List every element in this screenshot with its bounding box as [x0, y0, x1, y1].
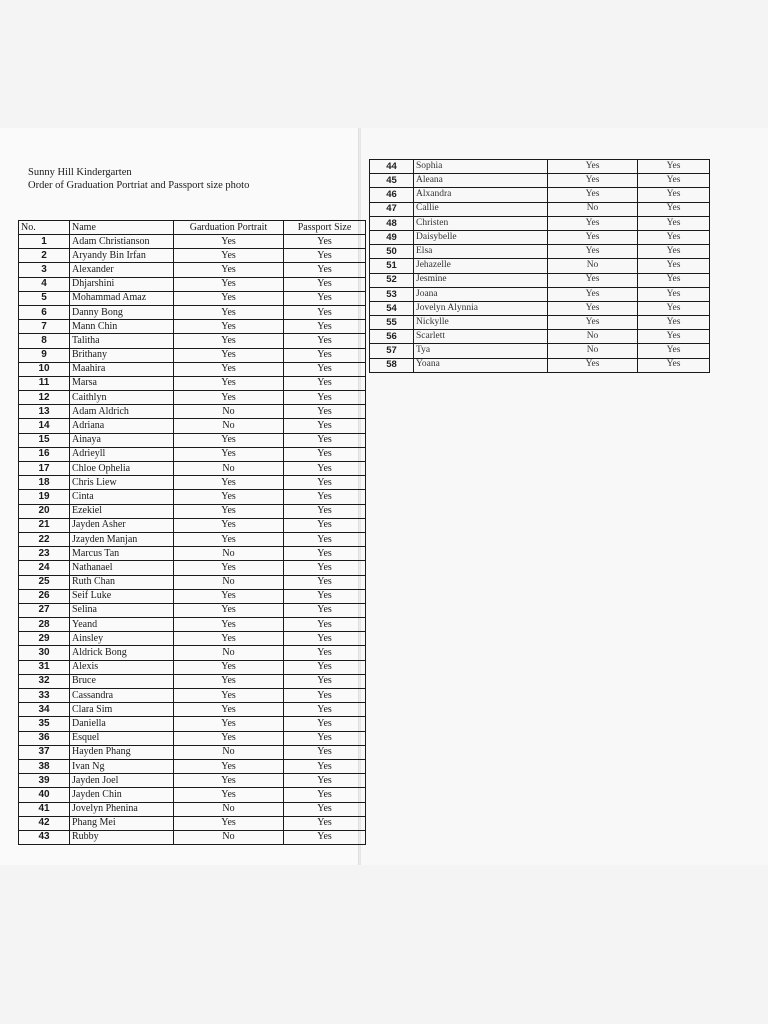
col-header-portrait: Garduation Portrait: [174, 221, 284, 235]
passport-size-status: Yes: [284, 745, 366, 759]
passport-size-status: Yes: [284, 703, 366, 717]
student-name: Ivan Ng: [70, 759, 174, 773]
passport-size-status: Yes: [638, 160, 710, 174]
graduation-portrait-status: No: [174, 575, 284, 589]
student-name: Jayden Joel: [70, 774, 174, 788]
row-number: 33: [19, 689, 70, 703]
row-number: 43: [19, 830, 70, 844]
table-row: [19, 745, 366, 759]
student-name: Bruce: [70, 674, 174, 688]
row-number: 1: [19, 235, 70, 249]
passport-size-status: Yes: [284, 788, 366, 802]
graduation-portrait-status: Yes: [174, 277, 284, 291]
passport-size-status: Yes: [638, 259, 710, 273]
graduation-portrait-status: Yes: [174, 788, 284, 802]
table-row: [19, 646, 366, 660]
table-row: [19, 632, 366, 646]
graduation-portrait-status: No: [174, 419, 284, 433]
row-number: 13: [19, 405, 70, 419]
table-row: [370, 330, 710, 344]
graduation-portrait-status: Yes: [174, 603, 284, 617]
student-name: Sophia: [414, 160, 548, 174]
student-name: Brithany: [70, 348, 174, 362]
row-number: 40: [19, 788, 70, 802]
graduation-portrait-status: Yes: [174, 703, 284, 717]
passport-size-status: Yes: [638, 301, 710, 315]
table-row: [19, 561, 366, 575]
graduation-portrait-status: Yes: [548, 273, 638, 287]
table-row: [370, 188, 710, 202]
graduation-portrait-status: Yes: [548, 188, 638, 202]
row-number: 7: [19, 320, 70, 334]
row-number: 8: [19, 334, 70, 348]
row-number: 16: [19, 447, 70, 461]
student-name: Jesmine: [414, 273, 548, 287]
passport-size-status: Yes: [284, 561, 366, 575]
graduation-portrait-status: Yes: [174, 320, 284, 334]
table-header-row: [19, 221, 366, 235]
student-name: Cassandra: [70, 689, 174, 703]
table-row: [370, 259, 710, 273]
table-row: [19, 235, 366, 249]
graduation-portrait-status: Yes: [174, 447, 284, 461]
passport-size-status: Yes: [284, 802, 366, 816]
row-number: 57: [370, 344, 414, 358]
student-name: Marsa: [70, 376, 174, 390]
table-row: [19, 589, 366, 603]
row-number: 48: [370, 216, 414, 230]
passport-size-status: Yes: [638, 245, 710, 259]
graduation-portrait-status: Yes: [174, 774, 284, 788]
passport-size-status: Yes: [284, 433, 366, 447]
graduation-portrait-status: No: [174, 745, 284, 759]
row-number: 26: [19, 589, 70, 603]
graduation-portrait-status: Yes: [174, 305, 284, 319]
graduation-portrait-status: Yes: [174, 816, 284, 830]
passport-size-status: Yes: [284, 575, 366, 589]
table-row: [19, 603, 366, 617]
student-name: Marcus Tan: [70, 547, 174, 561]
graduation-portrait-status: Yes: [174, 291, 284, 305]
graduation-portrait-status: Yes: [174, 334, 284, 348]
student-name: Adam Christianson: [70, 235, 174, 249]
table-row: [19, 504, 366, 518]
passport-size-status: Yes: [284, 518, 366, 532]
table-row: [19, 334, 366, 348]
row-number: 17: [19, 462, 70, 476]
passport-size-status: Yes: [284, 830, 366, 844]
passport-size-status: Yes: [638, 188, 710, 202]
passport-size-status: Yes: [284, 235, 366, 249]
graduation-portrait-status: No: [174, 547, 284, 561]
graduation-portrait-status: No: [548, 344, 638, 358]
passport-size-status: Yes: [638, 202, 710, 216]
passport-size-status: Yes: [284, 674, 366, 688]
col-header-passport: Passport Size: [284, 221, 366, 235]
passport-size-status: Yes: [284, 462, 366, 476]
student-name: Clara Sim: [70, 703, 174, 717]
table-row: [19, 376, 366, 390]
student-name: Jovelyn Phenina: [70, 802, 174, 816]
graduation-portrait-status: No: [548, 202, 638, 216]
row-number: 14: [19, 419, 70, 433]
student-name: Aldrick Bong: [70, 646, 174, 660]
student-name: Mann Chin: [70, 320, 174, 334]
graduation-portrait-status: Yes: [548, 230, 638, 244]
passport-size-status: Yes: [284, 632, 366, 646]
table-row: [19, 305, 366, 319]
table-row: [370, 230, 710, 244]
student-name: Caithlyn: [70, 391, 174, 405]
student-name: Daisybelle: [414, 230, 548, 244]
graduation-portrait-status: Yes: [174, 589, 284, 603]
graduation-portrait-status: Yes: [174, 249, 284, 263]
table-row: [19, 348, 366, 362]
student-name: Jayden Chin: [70, 788, 174, 802]
table-row: [370, 344, 710, 358]
student-name: Christen: [414, 216, 548, 230]
table-row: [19, 320, 366, 334]
graduation-portrait-status: No: [174, 830, 284, 844]
student-name: Jovelyn Alynnia: [414, 301, 548, 315]
student-name: Nathanael: [70, 561, 174, 575]
graduation-portrait-status: Yes: [548, 174, 638, 188]
graduation-portrait-status: Yes: [174, 759, 284, 773]
student-name: Ainaya: [70, 433, 174, 447]
table-row: [370, 245, 710, 259]
table-row: [370, 160, 710, 174]
table-row: [19, 689, 366, 703]
row-number: 29: [19, 632, 70, 646]
graduation-portrait-status: Yes: [174, 433, 284, 447]
row-number: 10: [19, 362, 70, 376]
table-row: [370, 316, 710, 330]
graduation-portrait-status: No: [174, 405, 284, 419]
table-row: [19, 419, 366, 433]
table-row: [19, 575, 366, 589]
student-name: Esquel: [70, 731, 174, 745]
graduation-portrait-status: Yes: [174, 561, 284, 575]
passport-size-status: Yes: [638, 174, 710, 188]
row-number: 4: [19, 277, 70, 291]
graduation-portrait-status: Yes: [548, 358, 638, 372]
passport-size-status: Yes: [284, 362, 366, 376]
table-row: [370, 216, 710, 230]
graduation-portrait-status: Yes: [174, 660, 284, 674]
row-number: 6: [19, 305, 70, 319]
row-number: 22: [19, 532, 70, 546]
passport-size-status: Yes: [284, 618, 366, 632]
passport-size-status: Yes: [284, 263, 366, 277]
row-number: 18: [19, 476, 70, 490]
student-name: Alexander: [70, 263, 174, 277]
graduation-portrait-status: No: [174, 646, 284, 660]
row-number: 12: [19, 391, 70, 405]
graduation-portrait-status: Yes: [174, 674, 284, 688]
row-number: 54: [370, 301, 414, 315]
row-number: 19: [19, 490, 70, 504]
col-header-name: Name: [70, 221, 174, 235]
graduation-portrait-status: Yes: [174, 376, 284, 390]
table-row: [370, 202, 710, 216]
row-number: 58: [370, 358, 414, 372]
graduation-portrait-status: Yes: [174, 235, 284, 249]
student-name: Tya: [414, 344, 548, 358]
passport-size-status: Yes: [284, 816, 366, 830]
student-name: Yoana: [414, 358, 548, 372]
row-number: 32: [19, 674, 70, 688]
passport-size-status: Yes: [284, 419, 366, 433]
document-subtitle: Order of Graduation Portriat and Passport size photo: [28, 180, 250, 191]
row-number: 25: [19, 575, 70, 589]
graduation-portrait-status: Yes: [174, 391, 284, 405]
table-row: [370, 287, 710, 301]
graduation-portrait-status: Yes: [548, 216, 638, 230]
graduation-portrait-status: Yes: [174, 632, 284, 646]
row-number: 2: [19, 249, 70, 263]
passport-size-status: Yes: [284, 277, 366, 291]
passport-size-status: Yes: [638, 230, 710, 244]
passport-size-status: Yes: [284, 320, 366, 334]
passport-size-status: Yes: [638, 273, 710, 287]
table-row: [19, 774, 366, 788]
row-number: 49: [370, 230, 414, 244]
student-name: Alxandra: [414, 188, 548, 202]
student-name: Maahira: [70, 362, 174, 376]
passport-size-status: Yes: [284, 660, 366, 674]
passport-size-status: Yes: [284, 646, 366, 660]
passport-size-status: Yes: [638, 358, 710, 372]
student-name: Aryandy Bin Irfan: [70, 249, 174, 263]
table-row: [19, 731, 366, 745]
table-row: [19, 703, 366, 717]
student-name: Chris Liew: [70, 476, 174, 490]
passport-size-status: Yes: [284, 532, 366, 546]
student-name: Phang Mei: [70, 816, 174, 830]
student-name: Mohammad Amaz: [70, 291, 174, 305]
school-name: Sunny Hill Kindergarten: [28, 167, 132, 178]
graduation-portrait-status: Yes: [174, 518, 284, 532]
row-number: 31: [19, 660, 70, 674]
passport-size-status: Yes: [284, 774, 366, 788]
row-number: 3: [19, 263, 70, 277]
passport-size-status: Yes: [638, 316, 710, 330]
graduation-portrait-status: Yes: [174, 348, 284, 362]
table-row: [19, 490, 366, 504]
row-number: 34: [19, 703, 70, 717]
table-row: [19, 674, 366, 688]
passport-size-status: Yes: [284, 348, 366, 362]
student-name: Joana: [414, 287, 548, 301]
table-row: [19, 816, 366, 830]
table-row: [19, 405, 366, 419]
graduation-portrait-status: Yes: [174, 731, 284, 745]
row-number: 15: [19, 433, 70, 447]
passport-size-status: Yes: [284, 717, 366, 731]
row-number: 44: [370, 160, 414, 174]
order-table-left: [18, 220, 366, 845]
passport-size-status: Yes: [638, 330, 710, 344]
row-number: 45: [370, 174, 414, 188]
table-row: [370, 358, 710, 372]
graduation-portrait-status: Yes: [174, 618, 284, 632]
row-number: 53: [370, 287, 414, 301]
row-number: 52: [370, 273, 414, 287]
table-row: [19, 263, 366, 277]
student-name: Ruth Chan: [70, 575, 174, 589]
student-name: Scarlett: [414, 330, 548, 344]
student-name: Talitha: [70, 334, 174, 348]
passport-size-status: Yes: [284, 603, 366, 617]
passport-size-status: Yes: [284, 490, 366, 504]
row-number: 30: [19, 646, 70, 660]
row-number: 36: [19, 731, 70, 745]
graduation-portrait-status: Yes: [174, 689, 284, 703]
table-row: [370, 273, 710, 287]
table-row: [19, 291, 366, 305]
row-number: 46: [370, 188, 414, 202]
graduation-portrait-status: No: [548, 330, 638, 344]
graduation-portrait-status: Yes: [174, 476, 284, 490]
row-number: 41: [19, 802, 70, 816]
passport-size-status: Yes: [284, 334, 366, 348]
student-name: Elsa: [414, 245, 548, 259]
row-number: 23: [19, 547, 70, 561]
table-row: [19, 660, 366, 674]
student-name: Selina: [70, 603, 174, 617]
table-row: [19, 362, 366, 376]
passport-size-status: Yes: [284, 405, 366, 419]
graduation-portrait-status: Yes: [548, 301, 638, 315]
row-number: 28: [19, 618, 70, 632]
student-name: Jehazelle: [414, 259, 548, 273]
passport-size-status: Yes: [638, 216, 710, 230]
row-number: 51: [370, 259, 414, 273]
table-row: [19, 277, 366, 291]
row-number: 5: [19, 291, 70, 305]
table-row: [19, 547, 366, 561]
passport-size-status: Yes: [284, 249, 366, 263]
table-row: [370, 174, 710, 188]
student-name: Nickylle: [414, 316, 548, 330]
table-row: [370, 301, 710, 315]
row-number: 47: [370, 202, 414, 216]
passport-size-status: Yes: [284, 504, 366, 518]
passport-size-status: Yes: [638, 344, 710, 358]
table-row: [19, 830, 366, 844]
student-name: Adam Aldrich: [70, 405, 174, 419]
col-header-no: No.: [19, 221, 70, 235]
row-number: 24: [19, 561, 70, 575]
row-number: 21: [19, 518, 70, 532]
passport-size-status: Yes: [284, 305, 366, 319]
row-number: 38: [19, 759, 70, 773]
passport-size-status: Yes: [284, 376, 366, 390]
table-row: [19, 433, 366, 447]
graduation-portrait-status: Yes: [174, 532, 284, 546]
row-number: 11: [19, 376, 70, 390]
row-number: 39: [19, 774, 70, 788]
student-name: Daniella: [70, 717, 174, 731]
graduation-portrait-status: Yes: [174, 263, 284, 277]
student-name: Chloe Ophelia: [70, 462, 174, 476]
student-name: Yeand: [70, 618, 174, 632]
row-number: 55: [370, 316, 414, 330]
graduation-portrait-status: Yes: [174, 362, 284, 376]
passport-size-status: Yes: [284, 447, 366, 461]
table-row: [19, 802, 366, 816]
passport-size-status: Yes: [638, 287, 710, 301]
table-row: [19, 447, 366, 461]
student-name: Adrieyll: [70, 447, 174, 461]
graduation-portrait-status: Yes: [548, 245, 638, 259]
graduation-portrait-status: Yes: [174, 504, 284, 518]
passport-size-status: Yes: [284, 391, 366, 405]
table-row: [19, 391, 366, 405]
table-row: [19, 532, 366, 546]
student-name: Aleana: [414, 174, 548, 188]
row-number: 9: [19, 348, 70, 362]
student-name: Callie: [414, 202, 548, 216]
row-number: 35: [19, 717, 70, 731]
graduation-portrait-status: No: [174, 462, 284, 476]
student-name: Ezekiel: [70, 504, 174, 518]
table-row: [19, 249, 366, 263]
passport-size-status: Yes: [284, 547, 366, 561]
student-name: Rubby: [70, 830, 174, 844]
graduation-portrait-status: Yes: [174, 717, 284, 731]
student-name: Cinta: [70, 490, 174, 504]
passport-size-status: Yes: [284, 291, 366, 305]
graduation-portrait-status: Yes: [174, 490, 284, 504]
student-name: Adriana: [70, 419, 174, 433]
table-row: [19, 476, 366, 490]
row-number: 56: [370, 330, 414, 344]
row-number: 42: [19, 816, 70, 830]
order-table-right: [369, 159, 710, 373]
graduation-portrait-status: Yes: [548, 160, 638, 174]
table-row: [19, 518, 366, 532]
student-name: Danny Bong: [70, 305, 174, 319]
table-row: [19, 759, 366, 773]
table-row: [19, 618, 366, 632]
student-name: Alexis: [70, 660, 174, 674]
student-name: Dhjarshini: [70, 277, 174, 291]
student-name: Jzayden Manjan: [70, 532, 174, 546]
table-row: [19, 788, 366, 802]
table-row: [19, 717, 366, 731]
student-name: Ainsley: [70, 632, 174, 646]
row-number: 37: [19, 745, 70, 759]
graduation-portrait-status: Yes: [548, 287, 638, 301]
table-row: [19, 462, 366, 476]
graduation-portrait-status: Yes: [548, 316, 638, 330]
graduation-portrait-status: No: [548, 259, 638, 273]
student-name: Seif Luke: [70, 589, 174, 603]
passport-size-status: Yes: [284, 759, 366, 773]
row-number: 20: [19, 504, 70, 518]
row-number: 27: [19, 603, 70, 617]
graduation-portrait-status: No: [174, 802, 284, 816]
passport-size-status: Yes: [284, 476, 366, 490]
passport-size-status: Yes: [284, 731, 366, 745]
student-name: Hayden Phang: [70, 745, 174, 759]
passport-size-status: Yes: [284, 689, 366, 703]
student-name: Jayden Asher: [70, 518, 174, 532]
row-number: 50: [370, 245, 414, 259]
passport-size-status: Yes: [284, 589, 366, 603]
